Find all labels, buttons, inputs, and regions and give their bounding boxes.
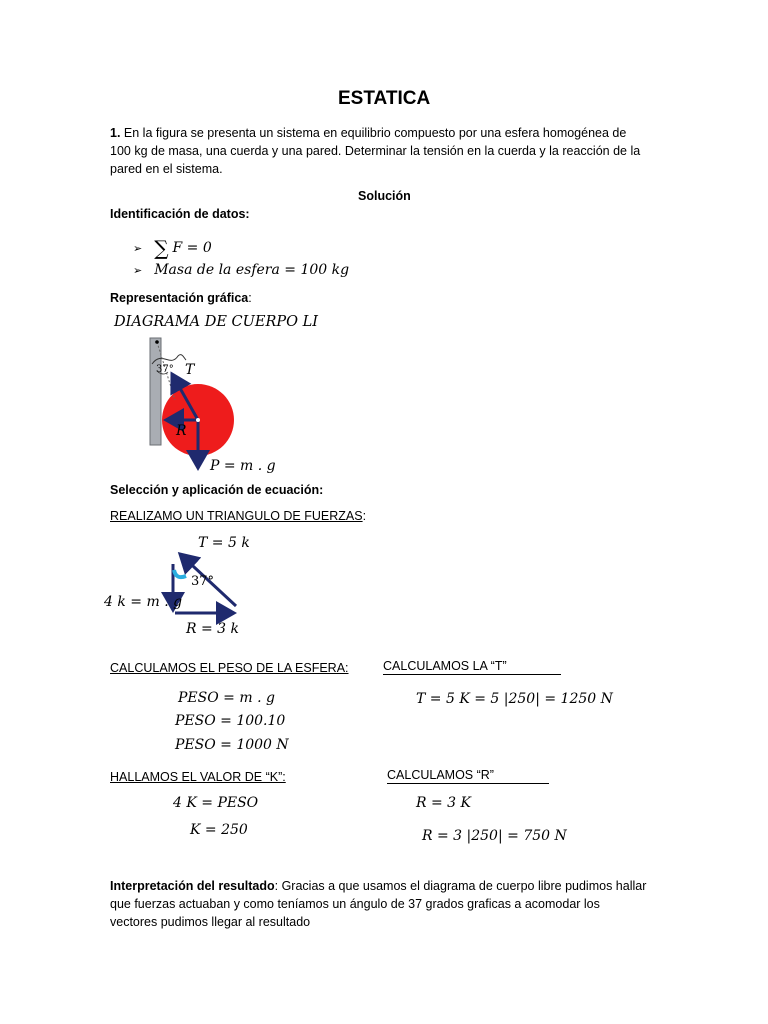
problem-line-3: pared en el sistema. [110, 162, 223, 176]
diagram-tension-label: T [185, 362, 195, 378]
data-heading: Identificación de datos: [110, 207, 250, 221]
page-title: ESTATICA [338, 88, 431, 109]
problem-number: 1. [110, 126, 121, 140]
interpretation-line-1: Interpretación del resultado: Gracias a que usamos el diagrama de cuerpo libre pudimos hallar [110, 879, 647, 893]
tension-calc-heading: CALCULAMOS LA “T” [383, 659, 561, 675]
graph-heading: Representación gráfica: [110, 291, 252, 305]
diagram-angle-label: 37° [156, 364, 174, 375]
r-calc-line-2: R = 3 |250| = 750 N [422, 828, 567, 844]
sum-symbol: ∑ [154, 236, 169, 260]
triangle-r-label: R = 3 k [186, 621, 240, 637]
rope-anchor [155, 340, 159, 344]
r-calc-line-1: R = 3 K [416, 795, 471, 811]
wall [150, 338, 161, 445]
sum-expression: F = 0 [172, 240, 212, 256]
weight-calc-heading: CALCULAMOS EL PESO DE LA ESFERA: [110, 661, 349, 675]
sphere-center [196, 418, 200, 422]
diagram-label: DIAGRAMA DE CUERPO LI [114, 314, 318, 330]
solution-label: Solución [358, 189, 411, 203]
k-calc-line-2: K = 250 [190, 822, 248, 838]
k-calc-heading: HALLAMOS EL VALOR DE “K”: [110, 770, 286, 784]
triangle-angle-arc [174, 570, 186, 577]
r-calc-heading: CALCULAMOS “R” [387, 768, 549, 784]
triangle-angle-label: 37° [191, 574, 215, 589]
arrow-bullet-icon: ➢ [133, 264, 143, 277]
arrow-bullet-icon: ➢ [133, 242, 143, 255]
interpretation-line-2: que fuerzas actuaban y como teníamos un ángulo de 37 grados graficas a acomodar los [110, 897, 600, 911]
problem-text-1: En la figura se presenta un sistema en equilibrio compuesto por una esfera homogénea de [123, 126, 627, 140]
tension-calc-line-1: T = 5 K = 5 |250| = 1250 N [416, 691, 613, 707]
weight-calc-line-2: PESO = 100.10 [175, 713, 286, 729]
weight-calc-line-3: PESO = 1000 N [175, 737, 289, 753]
triangle-heading: REALIZAMO UN TRIANGULO DE FUERZAS: [110, 509, 367, 523]
selection-heading: Selección y aplicación de ecuación: [110, 483, 324, 497]
mass-expression: Masa de la esfera = 100 kg [154, 262, 350, 278]
triangle-left-label: 4 k = m . g [104, 594, 183, 610]
interpretation-line-3: vectores pudimos llegar al resultado [110, 915, 311, 929]
problem-line-2: 100 kg de masa, una cuerda y una pared. Determinar la tensión en la cuerda y la reacción de la [110, 144, 641, 158]
diagram-reaction-label: R [176, 423, 187, 439]
k-calc-line-1: 4 K = PESO [173, 795, 259, 811]
triangle-t-label: T = 5 k [198, 535, 250, 551]
diagram-weight-label: P = m . g [210, 458, 276, 474]
weight-calc-line-1: PESO = m . g [178, 690, 275, 706]
